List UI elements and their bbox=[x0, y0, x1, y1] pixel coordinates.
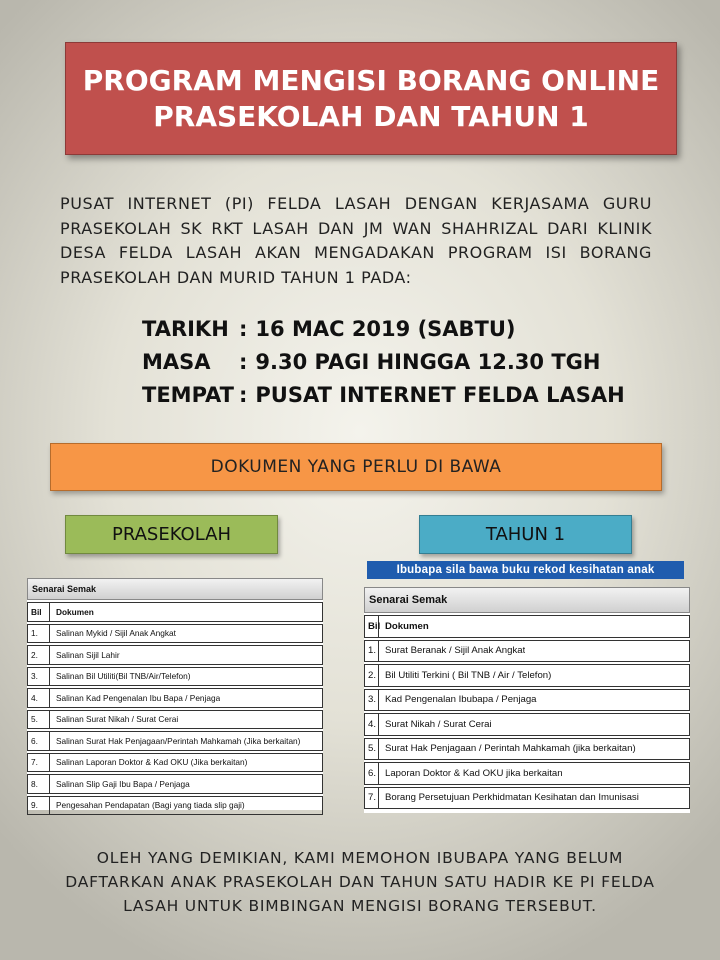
row-bil: 6. bbox=[365, 763, 379, 784]
row-doc: Laporan Doktor & Kad OKU jika berkaitan bbox=[385, 767, 563, 779]
row-doc: Salinan Laporan Doktor & Kad OKU (Jika berkaitan) bbox=[56, 757, 248, 768]
row-doc: Surat Nikah / Surat Cerai bbox=[385, 718, 492, 730]
col-dokumen: Dokumen bbox=[56, 606, 94, 617]
row-bil: 1. bbox=[28, 625, 50, 643]
row-doc: Surat Beranak / Sijil Anak Angkat bbox=[385, 645, 526, 657]
table-row bbox=[364, 787, 690, 810]
detail-separator: : bbox=[239, 383, 248, 407]
detail-label: MASA bbox=[142, 350, 211, 374]
row-bil: 8. bbox=[28, 775, 50, 793]
table-row bbox=[364, 713, 690, 736]
health-record-note: Ibubapa sila bawa buku rekod kesihatan anak bbox=[367, 561, 684, 579]
table-row bbox=[27, 624, 323, 644]
table-row bbox=[27, 667, 323, 687]
tahun1-checklist-table bbox=[364, 587, 690, 813]
row-doc: Pengesahan Pendapatan (Bagi yang tiada slip gaji) bbox=[56, 800, 245, 811]
row-bil: 6. bbox=[28, 732, 50, 750]
row-bil: 7. bbox=[28, 754, 50, 772]
row-doc: Salinan Sijil Lahir bbox=[56, 649, 120, 660]
title-banner bbox=[65, 42, 677, 155]
row-doc: Borang Persetujuan Perkhidmatan Kesihatan dan Imunisasi bbox=[385, 792, 639, 804]
table-row bbox=[27, 710, 323, 730]
table-header-row bbox=[364, 615, 690, 638]
row-bil: 7. bbox=[365, 788, 379, 809]
table-row bbox=[364, 664, 690, 687]
row-doc: Salinan Kad Pengenalan Ibu Bapa / Penjaga bbox=[56, 692, 221, 703]
table-title: Senarai Semak bbox=[27, 578, 323, 600]
detail-row-date bbox=[142, 313, 625, 346]
col-dokumen: Dokumen bbox=[385, 620, 429, 632]
row-doc: Salinan Surat Nikah / Surat Cerai bbox=[56, 714, 179, 725]
detail-value: 9.30 PAGI HINGGA 12.30 TGH bbox=[255, 350, 601, 374]
row-doc: Salinan Mykid / Sijil Anak Angkat bbox=[56, 628, 176, 639]
row-bil: 9. bbox=[28, 797, 50, 815]
intro-paragraph: PUSAT INTERNET (PI) FELDA LASAH DENGAN KERJASAMA GURU PRASEKOLAH SK RKT LASAH DAN JM WAN SHAHRIZAL DARI KLINIK DESA FELDA LASAH AKAN MENGADAKAN PROGRAM ISI BORANG PRASEKOLAH DAN MURID TAHUN 1 PADA: bbox=[60, 194, 652, 287]
col-bil: Bil bbox=[28, 603, 50, 621]
title-line-2: PRASEKOLAH DAN TAHUN 1 bbox=[153, 99, 589, 133]
col-bil: Bil bbox=[365, 616, 379, 637]
detail-value: 16 MAC 2019 (SABTU) bbox=[255, 317, 516, 341]
row-doc: Salinan Slip Gaji Ibu Bapa / Penjaga bbox=[56, 778, 190, 789]
row-doc: Surat Hak Penjagaan / Perintah Mahkamah (jika berkaitan) bbox=[385, 743, 636, 755]
detail-value: PUSAT INTERNET FELDA LASAH bbox=[255, 383, 625, 407]
closing-paragraph: OLEH YANG DEMIKIAN, KAMI MEMOHON IBUBAPA YANG BELUM DAFTARKAN ANAK PRASEKOLAH DAN TAHUN SATU HADIR KE PI FELDA LASAH UNTUK BIMBINGAN MENGISI BORANG TERSEBUT. bbox=[65, 849, 655, 915]
table-title: Senarai Semak bbox=[364, 587, 690, 613]
row-bil: 2. bbox=[28, 646, 50, 664]
row-doc: Bil Utiliti Terkini ( Bil TNB / Air / Telefon) bbox=[385, 669, 552, 681]
row-bil: 5. bbox=[28, 711, 50, 729]
row-bil: 4. bbox=[28, 689, 50, 707]
tahun1-label: TAHUN 1 bbox=[419, 515, 632, 554]
table-row bbox=[364, 689, 690, 712]
prasekolah-label: PRASEKOLAH bbox=[65, 515, 278, 554]
detail-separator: : bbox=[239, 317, 248, 341]
row-bil: 3. bbox=[28, 668, 50, 686]
row-bil: 4. bbox=[365, 714, 379, 735]
detail-separator: : bbox=[239, 350, 248, 374]
title-line-1: PROGRAM MENGISI BORANG ONLINE bbox=[82, 63, 660, 97]
table-row bbox=[364, 762, 690, 785]
event-details bbox=[142, 313, 625, 412]
table-header-row bbox=[27, 602, 323, 622]
detail-label: TARIKH bbox=[142, 317, 229, 341]
table-row bbox=[27, 688, 323, 708]
row-bil: 5. bbox=[365, 739, 379, 760]
row-bil: 1. bbox=[365, 641, 379, 662]
detail-label: TEMPAT bbox=[142, 383, 234, 407]
row-bil: 2. bbox=[365, 665, 379, 686]
prasekolah-checklist-table bbox=[27, 578, 323, 810]
detail-row-place bbox=[142, 379, 625, 412]
table-row bbox=[27, 645, 323, 665]
table-row bbox=[364, 738, 690, 761]
documents-banner: DOKUMEN YANG PERLU DI BAWA bbox=[50, 443, 662, 491]
row-doc: Salinan Bil Utiliti(Bil TNB/Air/Telefon) bbox=[56, 671, 191, 682]
table-row bbox=[27, 774, 323, 794]
detail-row-time bbox=[142, 346, 625, 379]
table-row bbox=[27, 731, 323, 751]
row-doc: Salinan Surat Hak Penjagaan/Perintah Mahkamah (Jika berkaitan) bbox=[56, 735, 301, 746]
table-row bbox=[27, 796, 323, 816]
table-row bbox=[27, 753, 323, 773]
table-row bbox=[364, 640, 690, 663]
row-bil: 3. bbox=[365, 690, 379, 711]
row-doc: Kad Pengenalan Ibubapa / Penjaga bbox=[385, 694, 537, 706]
